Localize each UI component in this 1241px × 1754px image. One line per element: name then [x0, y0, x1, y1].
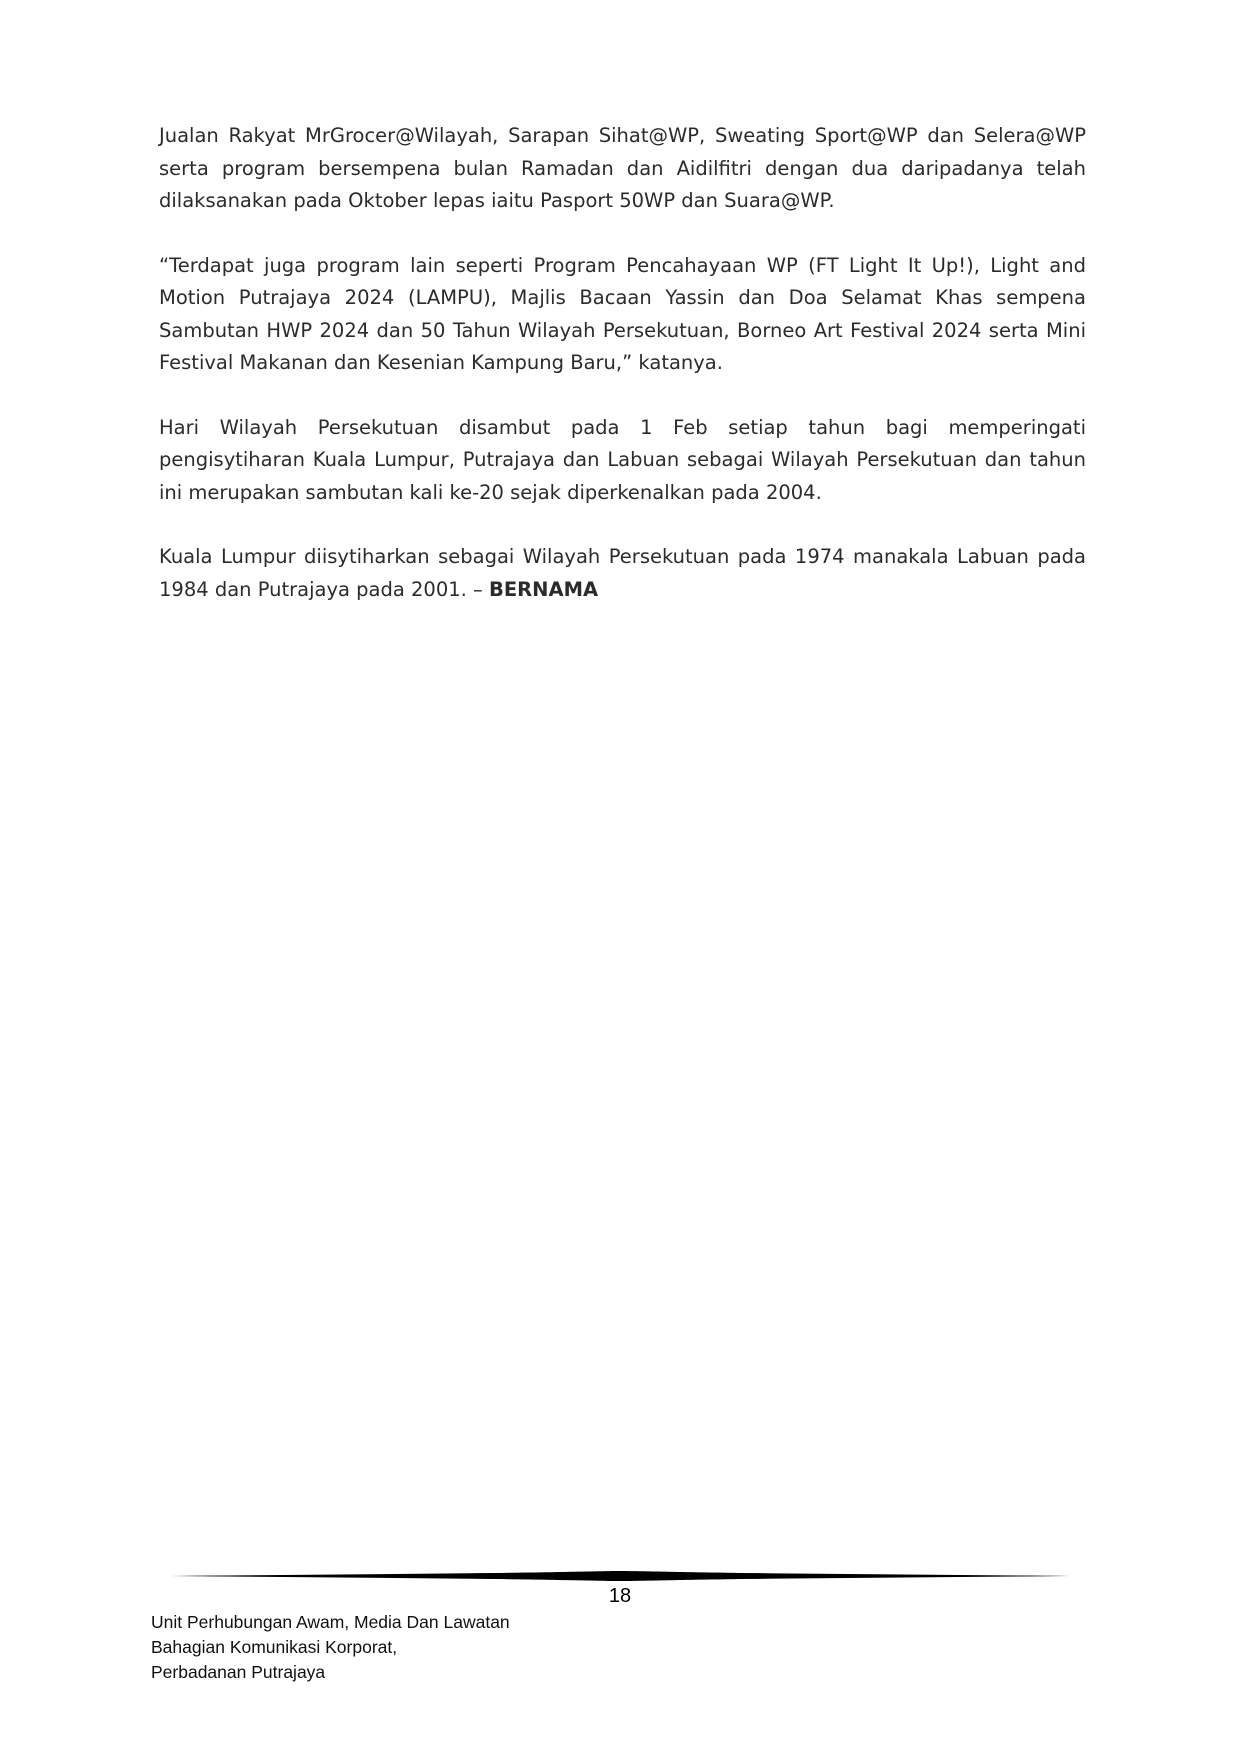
article-paragraph-4-text: Kuala Lumpur diisytiharkan sebagai Wilayah Persekutuan pada 1974 manakala Labuan pada 1984 dan Putrajaya pada 2001. – — [159, 545, 1086, 601]
article-paragraph-1: Jualan Rakyat MrGrocer@Wilayah, Sarapan Sihat@WP, Sweating Sport@WP dan Selera@WP serta program bersempena bulan Ramadan dan Aidilfitri dengan dua daripadanya telah dilaksanakan pada Oktober lepas iaitu Pasport 50WP dan Suara@WP. — [159, 124, 1086, 212]
footer-line-organization: Perbadanan Putrajaya — [151, 1662, 326, 1682]
article-paragraph-3: Hari Wilayah Persekutuan disambut pada 1 Feb setiap tahun bagi memperingati pengisytiharan Kuala Lumpur, Putrajaya dan Labuan sebagai Wilayah Persekutuan dan tahun ini merupakan sambutan kali ke-20 sejak diperkenalkan pada 2004. — [159, 415, 1086, 504]
footer-organization — [151, 1610, 510, 1685]
news-source: BERNAMA — [488, 577, 599, 601]
footer-line-division: Bahagian Komunikasi Korporat, — [151, 1637, 398, 1657]
footer-divider — [170, 1569, 1070, 1583]
article-body — [159, 120, 1086, 638]
page-number: 18 — [608, 1585, 632, 1607]
article-paragraph-4 — [159, 541, 1086, 606]
footer-line-unit: Unit Perhubungan Awam, Media Dan Lawatan — [151, 1612, 510, 1632]
article-paragraph-2: “Terdapat juga program lain seperti Program Pencahayaan WP (FT Light It Up!), Light and Motion Putrajaya 2024 (LAMPU), Majlis Bacaan Yassin dan Doa Selamat Khas sempena Sambutan HWP 2024 dan 50 Tahun Wilayah Persekutuan, Borneo Art Festival 2024 serta Mini Festival Makanan dan Kesenian Kampung Baru,” katanya. — [159, 253, 1086, 374]
